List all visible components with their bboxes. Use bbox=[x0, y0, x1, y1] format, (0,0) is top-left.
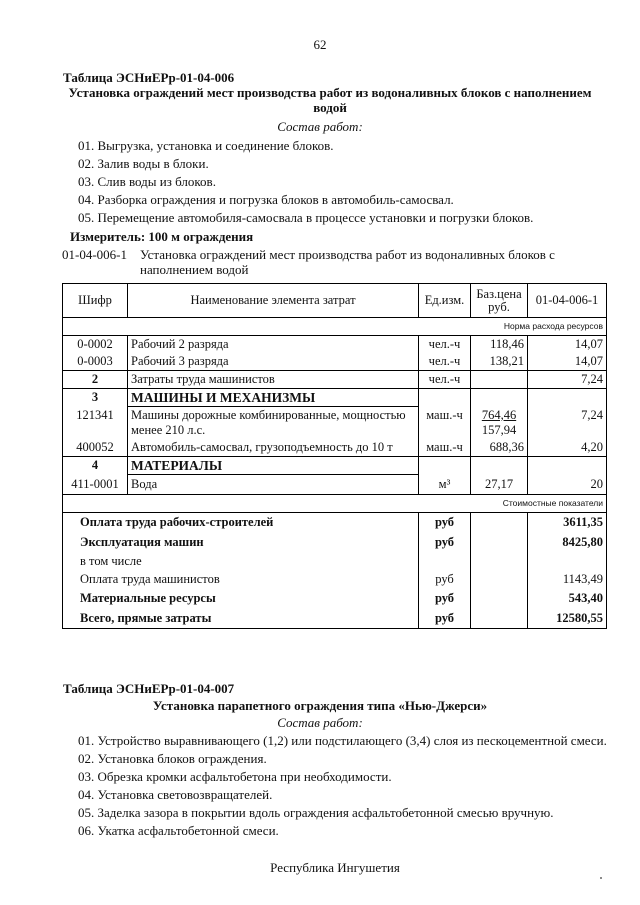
table2-composition-label: Состав работ: bbox=[277, 715, 363, 730]
row-name: Автомобиль-самосвал, грузоподъемность до 10 т bbox=[128, 439, 419, 457]
table2-heading: Установка парапетного ограждения типа «Нью-Джерси» bbox=[152, 698, 488, 713]
row-value: 7,24 bbox=[528, 407, 607, 440]
row-value: 7,24 bbox=[528, 371, 607, 389]
cost-unit: руб bbox=[419, 513, 471, 533]
header-col: 01-04-006-1 bbox=[528, 284, 607, 318]
row-code: 2 bbox=[63, 371, 128, 389]
row-price: 118,46 bbox=[471, 336, 528, 354]
row-value: 14,07 bbox=[528, 336, 607, 354]
table1-step: 05. Перемещение автомобиля-самосвала в процессе установки и погрузки блоков. bbox=[78, 210, 534, 225]
scan-speck bbox=[600, 877, 602, 879]
row-price: 138,21 bbox=[471, 353, 528, 371]
cost-name: Всего, прямые затраты bbox=[63, 609, 419, 629]
table-row bbox=[63, 439, 607, 457]
table-row bbox=[63, 407, 607, 440]
row-unit: чел.-ч bbox=[419, 353, 471, 371]
row-unit: чел.-ч bbox=[419, 336, 471, 354]
table-row bbox=[63, 336, 607, 354]
section-code: 3 bbox=[63, 389, 128, 407]
cost-unit: руб bbox=[419, 589, 471, 609]
cost-row bbox=[63, 571, 607, 589]
row-unit: маш.-ч bbox=[419, 407, 471, 440]
row-name: Машины дорожные комбинированные, мощностью менее 210 л.с. bbox=[128, 407, 419, 440]
cost-value: 8425,80 bbox=[528, 533, 607, 553]
footer-region: Республика Ингушетия bbox=[270, 860, 400, 875]
table1-heading-line1: Установка ограждений мест производства работ из водоналивных блоков с наполнением bbox=[68, 85, 592, 100]
table2-code-title: Таблица ЭСНиЕРр-01-04-007 bbox=[63, 681, 235, 696]
cost-name: Материальные ресурсы bbox=[63, 589, 419, 609]
header-price-text: Баз.цена руб. bbox=[476, 286, 522, 314]
header-name: Наименование элемента затрат bbox=[128, 284, 419, 318]
row-code: 411-0001 bbox=[63, 475, 128, 495]
cost-unit: руб bbox=[419, 609, 471, 629]
row-unit: маш.-ч bbox=[419, 439, 471, 457]
row-value: 14,07 bbox=[528, 353, 607, 371]
row-code: 121341 bbox=[63, 407, 128, 440]
table-row bbox=[63, 353, 607, 371]
table-row bbox=[63, 371, 607, 389]
table1-step: 04. Разборка ограждения и погрузка блоков в автомобиль-самосвал. bbox=[78, 192, 454, 207]
row-name: Затраты труда машинистов bbox=[128, 371, 419, 389]
cost-value: 543,40 bbox=[528, 589, 607, 609]
cost-name: Оплата труда рабочих-строителей bbox=[63, 513, 419, 533]
row-unit: чел.-ч bbox=[419, 371, 471, 389]
table1-item-code: 01-04-006-1 bbox=[62, 247, 127, 262]
header-unit: Ед.изм. bbox=[419, 284, 471, 318]
table1-composition-label: Состав работ: bbox=[277, 119, 363, 134]
cost-unit: руб bbox=[419, 571, 471, 589]
table-header-row bbox=[63, 284, 607, 318]
page-number: 62 bbox=[313, 37, 327, 52]
row-name: Рабочий 2 разряда bbox=[128, 336, 419, 354]
header-code: Шифр bbox=[63, 284, 128, 318]
cost-row bbox=[63, 533, 607, 553]
header-price bbox=[471, 284, 528, 318]
cost-label-row bbox=[63, 495, 607, 513]
section-title: МАТЕРИАЛЫ bbox=[128, 457, 419, 475]
cost-label: Стоимостные показатели bbox=[63, 495, 607, 513]
cost-value bbox=[528, 553, 607, 571]
resource-table bbox=[62, 283, 607, 629]
cost-name: Эксплуатация машин bbox=[63, 533, 419, 553]
table1-meter: Измеритель: 100 м ограждения bbox=[70, 229, 254, 244]
row-price bbox=[471, 407, 528, 440]
table1-item-desc-line2: наполнением водой bbox=[140, 262, 249, 277]
section-row bbox=[63, 389, 607, 407]
cost-value: 3611,35 bbox=[528, 513, 607, 533]
row-code: 0-0003 bbox=[63, 353, 128, 371]
table2-step: 02. Установка блоков ограждения. bbox=[78, 751, 267, 766]
cost-value: 1143,49 bbox=[528, 571, 607, 589]
row-value: 20 bbox=[528, 475, 607, 495]
row-price-1: 764,46 bbox=[481, 407, 517, 422]
row-code: 0-0002 bbox=[63, 336, 128, 354]
table2-step: 05. Заделка зазора в покрытии вдоль ограждения асфальтобетонной смесью вручную. bbox=[78, 805, 554, 820]
table2-step: 06. Укатка асфальтобетонной смеси. bbox=[78, 823, 279, 838]
cost-row bbox=[63, 553, 607, 571]
table1-item-desc-line1: Установка ограждений мест производства работ из водоналивных блоков с bbox=[140, 247, 555, 262]
table2-step: 01. Устройство выравнивающего (1,2) или подстилающего (3,4) слоя из пескоцементной смеси. bbox=[78, 733, 607, 748]
section-row bbox=[63, 457, 607, 475]
row-price: 27,17 bbox=[471, 475, 528, 495]
norm-label-row bbox=[63, 318, 607, 336]
cost-unit bbox=[419, 553, 471, 571]
table1-step: 03. Слив воды из блоков. bbox=[78, 174, 216, 189]
section-code: 4 bbox=[63, 457, 128, 475]
table-row bbox=[63, 475, 607, 495]
cost-row bbox=[63, 609, 607, 629]
row-unit: м³ bbox=[419, 475, 471, 495]
row-price bbox=[471, 371, 528, 389]
table1-step: 01. Выгрузка, установка и соединение блоков. bbox=[78, 138, 334, 153]
section-title: МАШИНЫ И МЕХАНИЗМЫ bbox=[128, 389, 419, 407]
row-name: Рабочий 3 разряда bbox=[128, 353, 419, 371]
row-price: 688,36 bbox=[471, 439, 528, 457]
cost-row bbox=[63, 513, 607, 533]
cost-value: 12580,55 bbox=[528, 609, 607, 629]
row-value: 4,20 bbox=[528, 439, 607, 457]
cost-row bbox=[63, 589, 607, 609]
row-name: Вода bbox=[128, 475, 419, 495]
table2-step: 03. Обрезка кромки асфальтобетона при необходимости. bbox=[78, 769, 392, 784]
table2-step: 04. Установка световозвращателей. bbox=[78, 787, 273, 802]
norm-label: Норма расхода ресурсов bbox=[63, 318, 607, 336]
row-code: 400052 bbox=[63, 439, 128, 457]
cost-name: в том числе bbox=[63, 553, 419, 571]
table1-code-title: Таблица ЭСНиЕРр-01-04-006 bbox=[63, 70, 235, 85]
row-price-2: 157,94 bbox=[481, 422, 517, 437]
cost-unit: руб bbox=[419, 533, 471, 553]
table1-step: 02. Залив воды в блоки. bbox=[78, 156, 209, 171]
table1-heading-line2: водой bbox=[313, 100, 347, 115]
cost-name: Оплата труда машинистов bbox=[63, 571, 419, 589]
